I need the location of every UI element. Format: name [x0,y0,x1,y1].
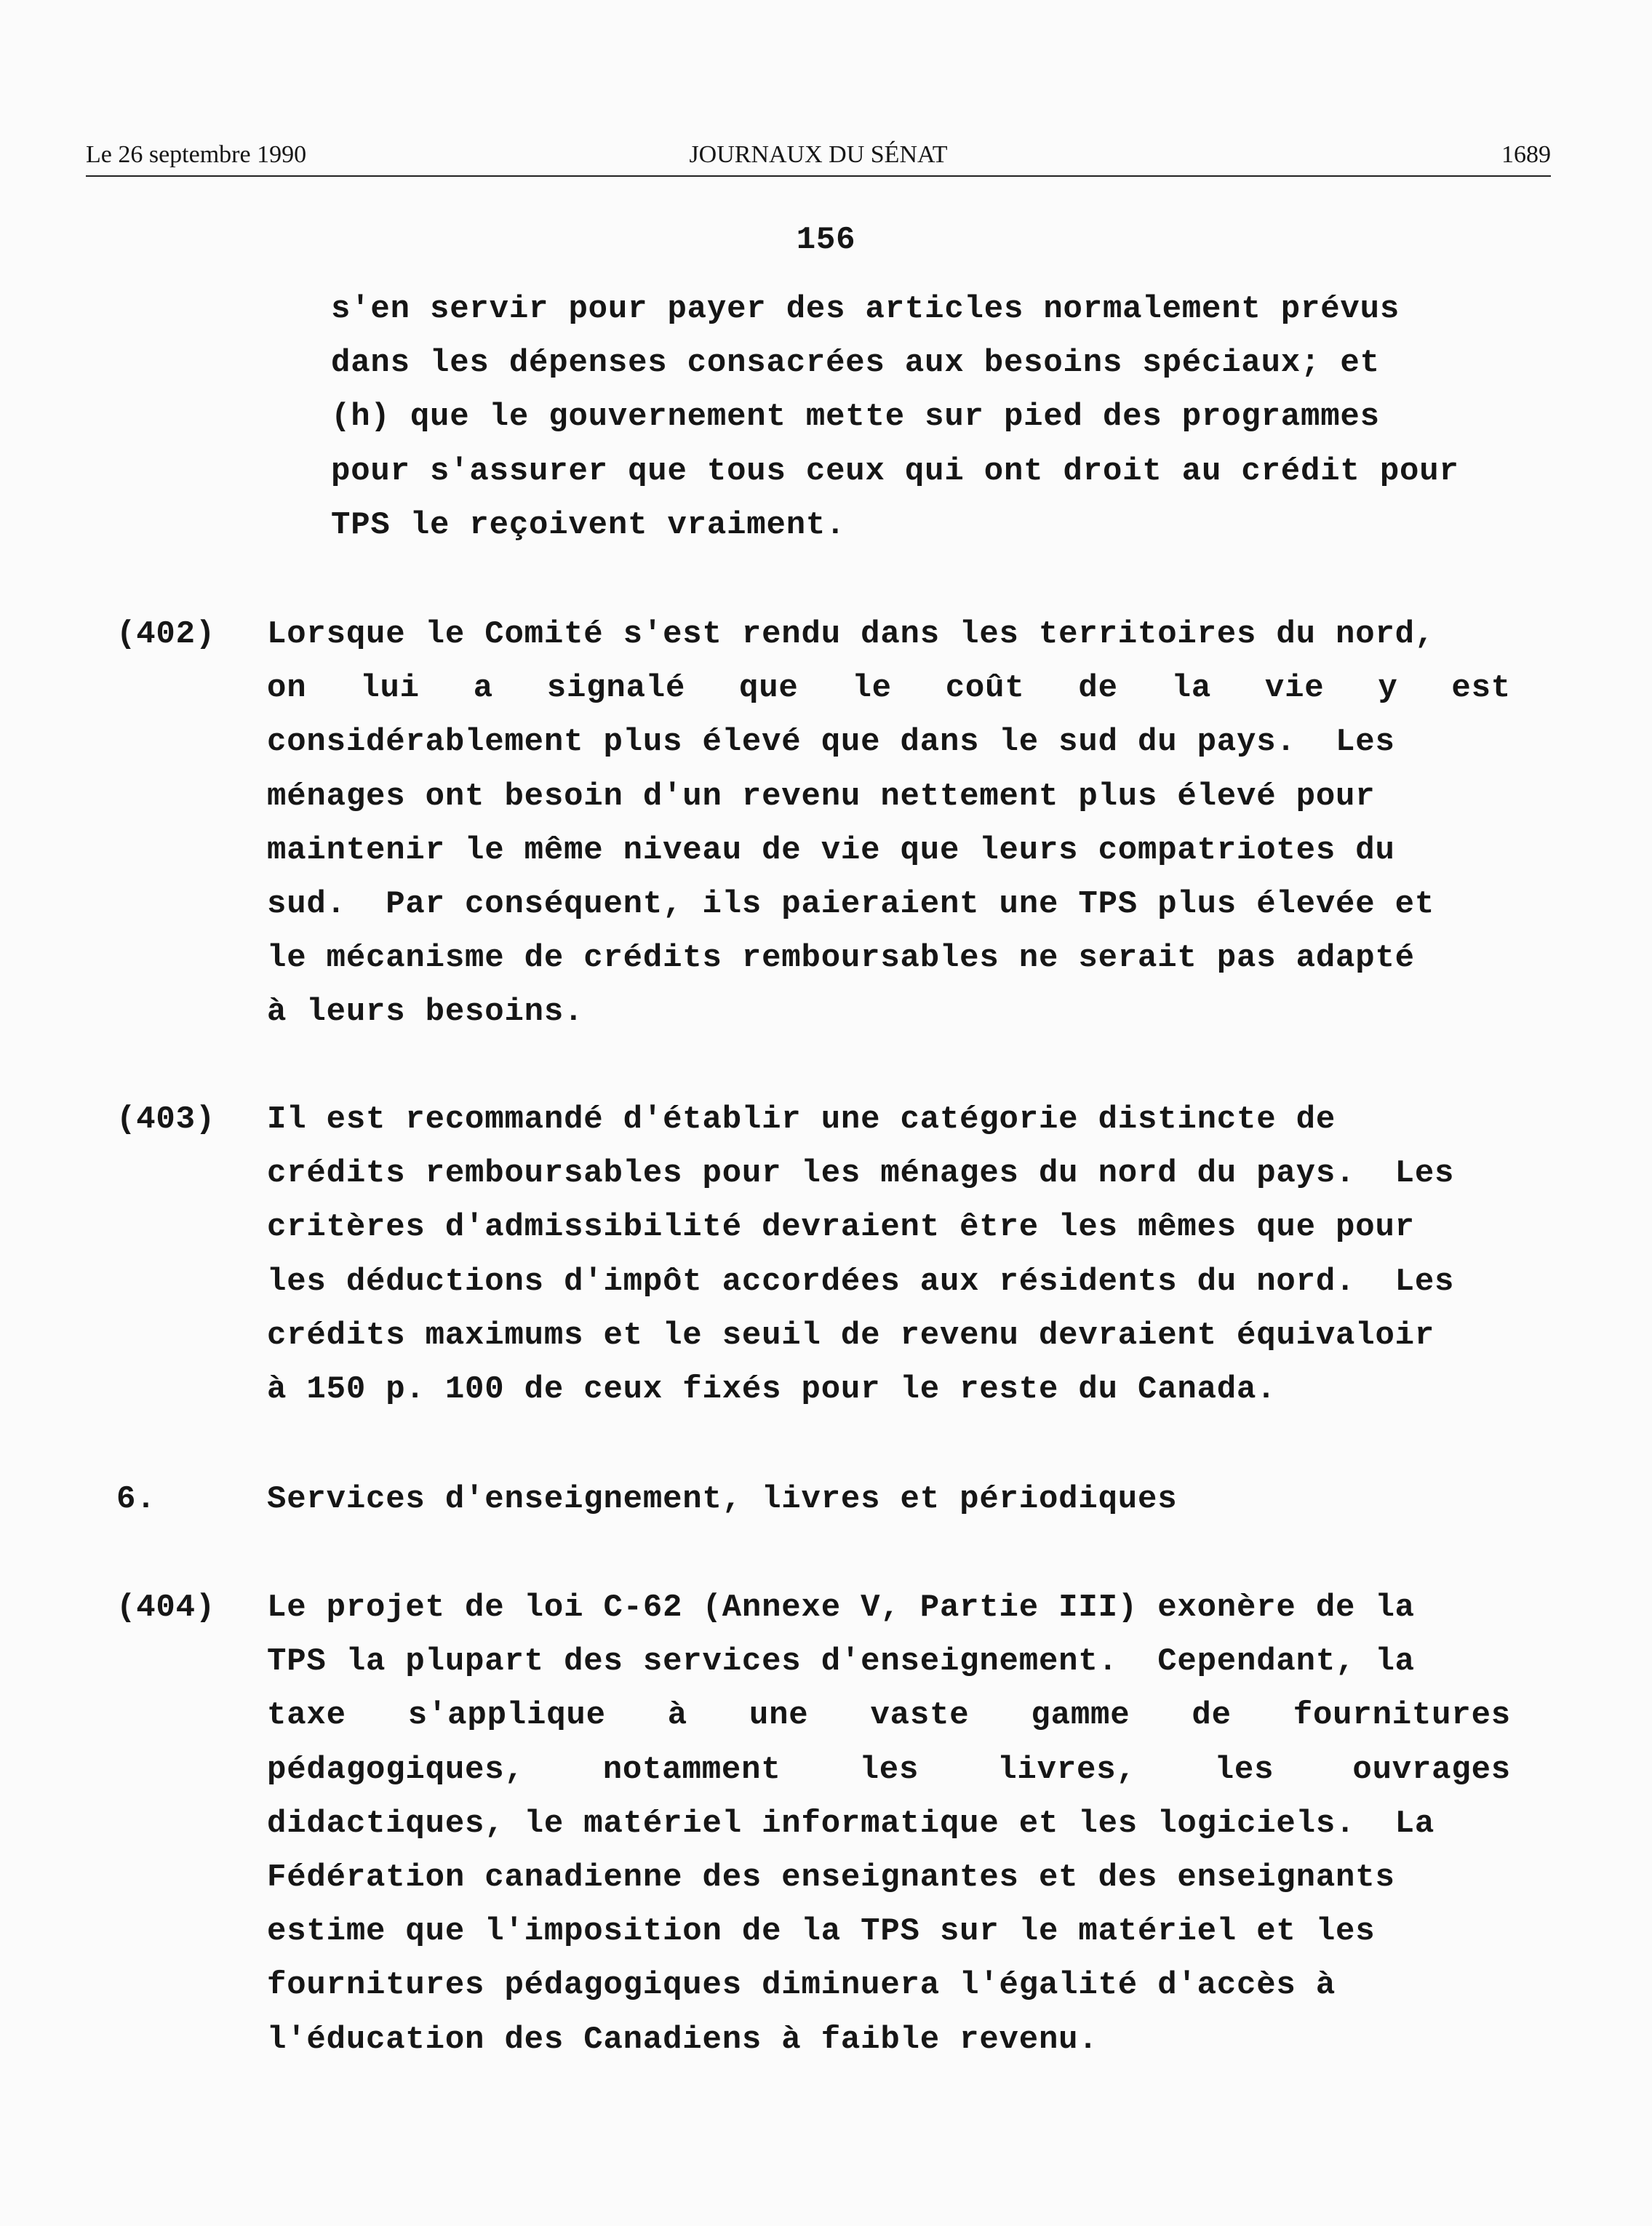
document-page-number: 156 [796,222,856,258]
paragraph-404 [267,1581,1511,2067]
text-line: à leurs besoins. [267,994,584,1031]
text-line: maintenir le même niveau de vie que leurs compatriotes du [267,831,1395,869]
text-line: considérablement plus élevé que dans le sud du pays. Les [267,724,1395,761]
header-page-number: 1689 [1501,141,1551,168]
section-heading [267,1472,1511,1526]
text-line: estime que l'imposition de la TPS sur le matériel et les [267,1913,1376,1950]
text-line: crédits maximums et le seuil de revenu devraient équivaloir [267,1317,1435,1354]
paragraph-number: (403) [116,1101,216,1138]
text-line: TPS la plupart des services d'enseignement. Cependant, la [267,1643,1415,1680]
text-line: Fédération canadienne des enseignantes et des enseignants [267,1859,1395,1896]
text-line: (h) que le gouvernement mette sur pied des programmes [331,399,1380,436]
paragraph-number: (402) [116,616,216,653]
text-line: Lorsque le Comité s'est rendu dans les territoires du nord, [267,616,1435,653]
continuation-text [331,282,1511,552]
text-line: TPS le reçoivent vraiment. [331,506,846,543]
paragraph-403 [267,1093,1511,1416]
text-line: ménages ont besoin d'un revenu nettement plus élevé pour [267,778,1376,815]
running-header [86,135,1551,175]
paragraph-402 [267,607,1511,1040]
text-line: dans les dépenses consacrées aux besoins spéciaux; et [331,345,1380,382]
section-title: Services d'enseignement, livres et périodiques [267,1481,1178,1517]
text-line: fournitures pédagogiques diminuera l'égalité d'accès à [267,1967,1336,2004]
text-line: critères d'admissibilité devraient être les mêmes que pour [267,1209,1415,1246]
text-line: les déductions d'impôt accordées aux résidents du nord. Les [267,1263,1455,1300]
text-line: crédits remboursables pour les ménages du nord du pays. Les [267,1155,1455,1192]
text-line: Il est recommandé d'établir une catégorie distincte de [267,1101,1336,1138]
text-line: l'éducation des Canadiens à faible revenu. [267,2021,1098,2058]
section-number: 6. [116,1481,156,1517]
text-line: pour s'assurer que tous ceux qui ont droit au crédit pour [331,452,1459,490]
text-line: on lui a signalé que le coût de la vie y est [267,670,1511,707]
text-line: didactiques, le matériel informatique et les logiciels. La [267,1805,1435,1842]
header-date: Le 26 septembre 1990 [86,141,307,168]
header-journal-title: JOURNAUX DU SÉNAT [689,141,948,168]
text-line: taxe s'applique à une vaste gamme de fournitures [267,1697,1511,1734]
text-line: sud. Par conséquent, ils paieraient une TPS plus élevée et [267,885,1435,922]
text-line: Le projet de loi C-62 (Annexe V, Partie III) exonère de la [267,1589,1415,1626]
text-line: pédagogiques, notamment les livres, les ouvrages [267,1751,1511,1788]
header-rule [86,175,1551,177]
paragraph-number: (404) [116,1589,216,1626]
text-line: à 150 p. 100 de ceux fixés pour le reste du Canada. [267,1371,1277,1408]
text-line: s'en servir pour payer des articles normalement prévus [331,291,1400,327]
text-line: le mécanisme de crédits remboursables ne serait pas adapté [267,940,1415,977]
